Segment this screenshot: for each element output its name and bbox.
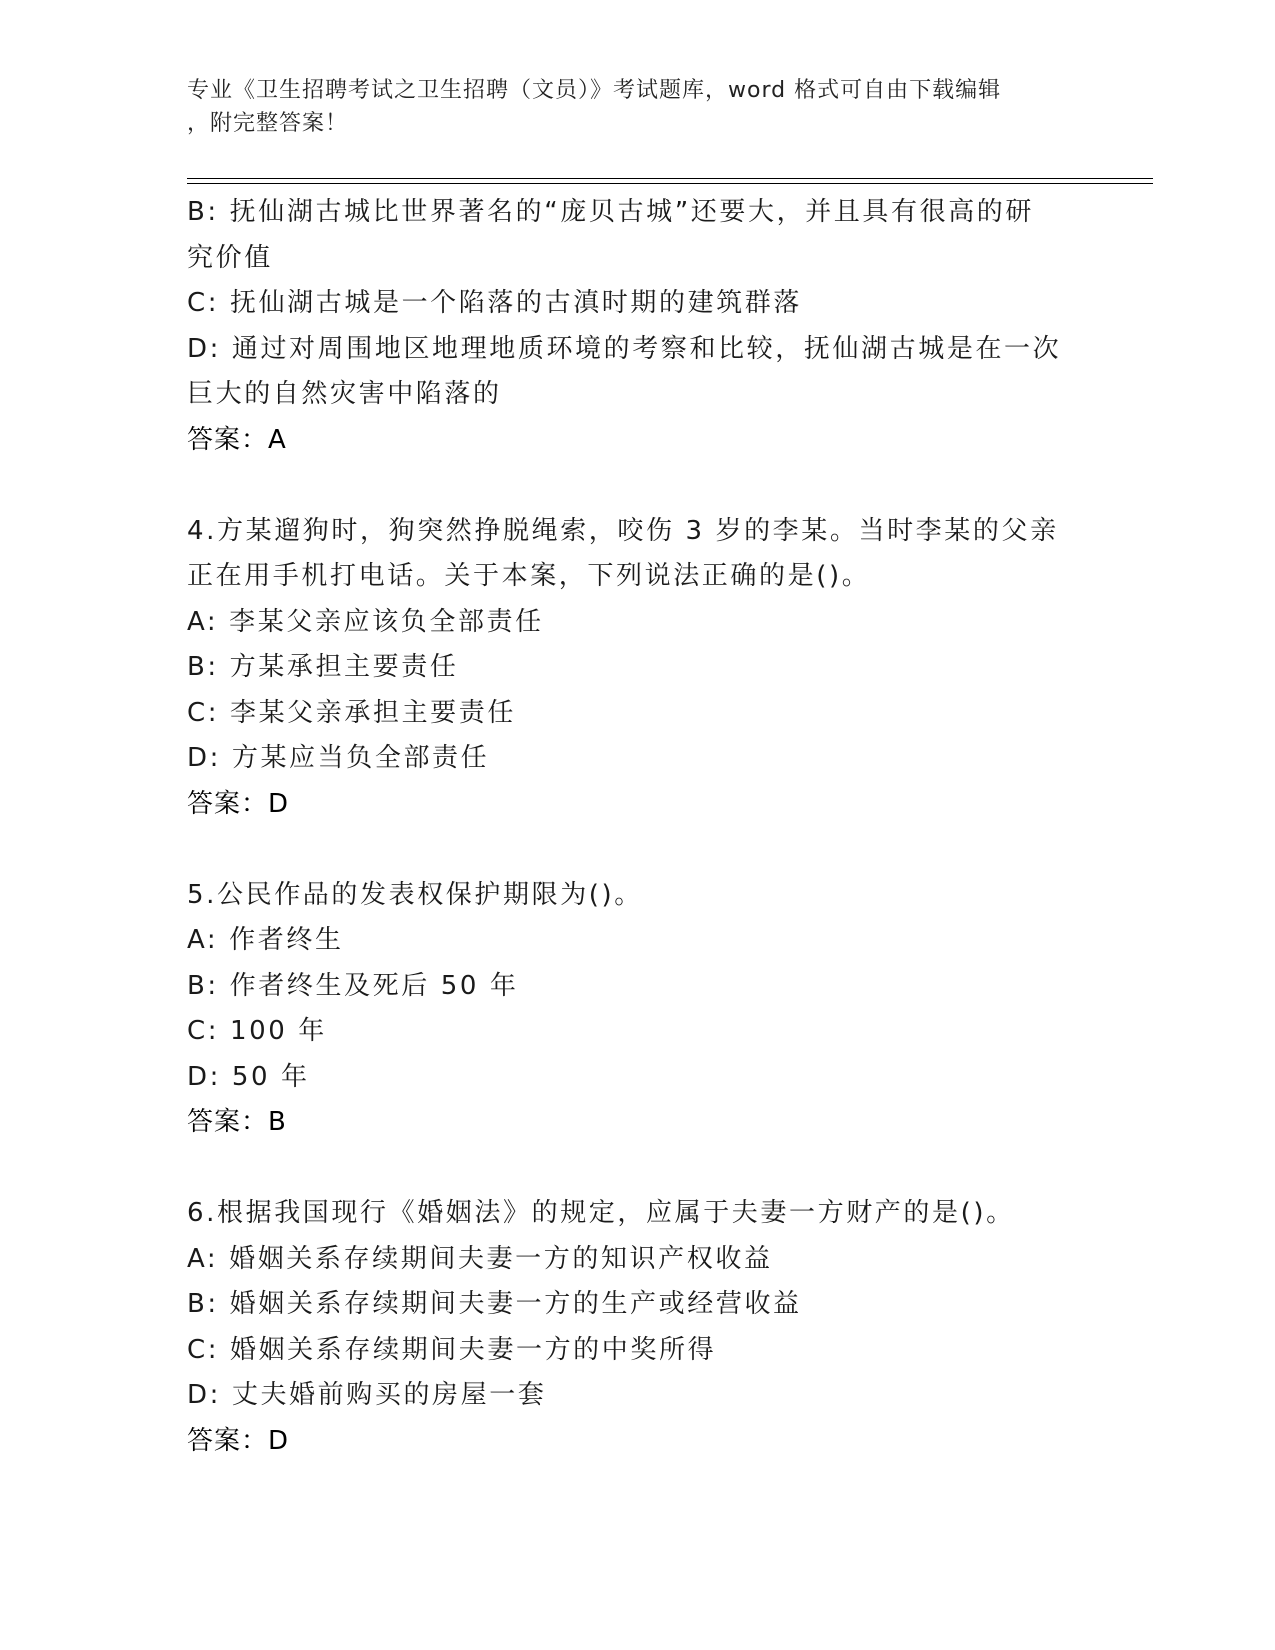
- header-divider-top: [187, 178, 1153, 179]
- q5-answer: 答案：B: [187, 1107, 287, 1137]
- question-6: [187, 1191, 1087, 1464]
- spacer: [187, 463, 1087, 509]
- q3-option-c: C: 抚仙湖古城是一个陷落的古滇时期的建筑群落: [187, 288, 802, 318]
- q6-answer: 答案：D: [187, 1425, 290, 1456]
- document-header: [187, 74, 1067, 140]
- q4-option-d: D: 方某应当负全部责任: [187, 743, 490, 773]
- spacer: [187, 827, 1087, 873]
- q3-option-b-line-1: B: 抚仙湖古城比世界著名的“庞贝古城”还要大，并且具有很高的研: [187, 197, 1035, 227]
- q4-answer: 答案：D: [187, 788, 290, 819]
- q6-option-c: C: 婚姻关系存续期间夫妻一方的中奖所得: [187, 1334, 717, 1365]
- q5-option-b: B: 作者终生及死后 50 年: [187, 970, 519, 1001]
- question-5: [187, 873, 1087, 1146]
- header-line-1: 专业《卫生招聘考试之卫生招聘（文员）》考试题库，word 格式可自由下载编辑: [187, 78, 1002, 103]
- q4-option-c: C: 李某父亲承担主要责任: [187, 697, 516, 728]
- header-line-2: ，附完整答案！: [187, 111, 349, 136]
- q5-option-d: D: 50 年: [187, 1061, 310, 1092]
- question-3-continued: [187, 190, 1087, 463]
- q6-stem: 6.根据我国现行《婚姻法》的规定，应属于夫妻一方财产的是()。: [187, 1198, 1015, 1228]
- spacer: [187, 1146, 1087, 1192]
- question-list: [187, 190, 1087, 1464]
- q6-option-d: D: 丈夫婚前购买的房屋一套: [187, 1380, 547, 1410]
- q4-option-b: B: 方某承担主要责任: [187, 652, 459, 682]
- q3-answer: 答案：A: [187, 424, 287, 455]
- q3-option-b-line-2: 究价值: [187, 242, 273, 273]
- question-4: [187, 509, 1087, 828]
- header-divider-bottom: [187, 183, 1153, 184]
- q4-stem-line-2: 正在用手机打电话。关于本案，下列说法正确的是()。: [187, 561, 871, 591]
- q6-option-b: B: 婚姻关系存续期间夫妻一方的生产或经营收益: [187, 1289, 802, 1319]
- q4-option-a: A: 李某父亲应该负全部责任: [187, 606, 544, 637]
- q6-option-a: A: 婚姻关系存续期间夫妻一方的知识产权收益: [187, 1243, 773, 1274]
- q3-option-d-line-1: D: 通过对周围地区地理地质环境的考察和比较，抚仙湖古城是在一次: [187, 333, 1062, 364]
- q5-option-a: A: 作者终生: [187, 925, 344, 955]
- q5-option-c: C: 100 年: [187, 1016, 327, 1046]
- q3-option-d-line-2: 巨大的自然灾害中陷落的: [187, 379, 502, 409]
- q5-stem: 5.公民作品的发表权保护期限为()。: [187, 879, 643, 910]
- q4-stem-line-1: 4.方某遛狗时，狗突然挣脱绳索，咬伤 3 岁的李某。当时李某的父亲: [187, 515, 1059, 546]
